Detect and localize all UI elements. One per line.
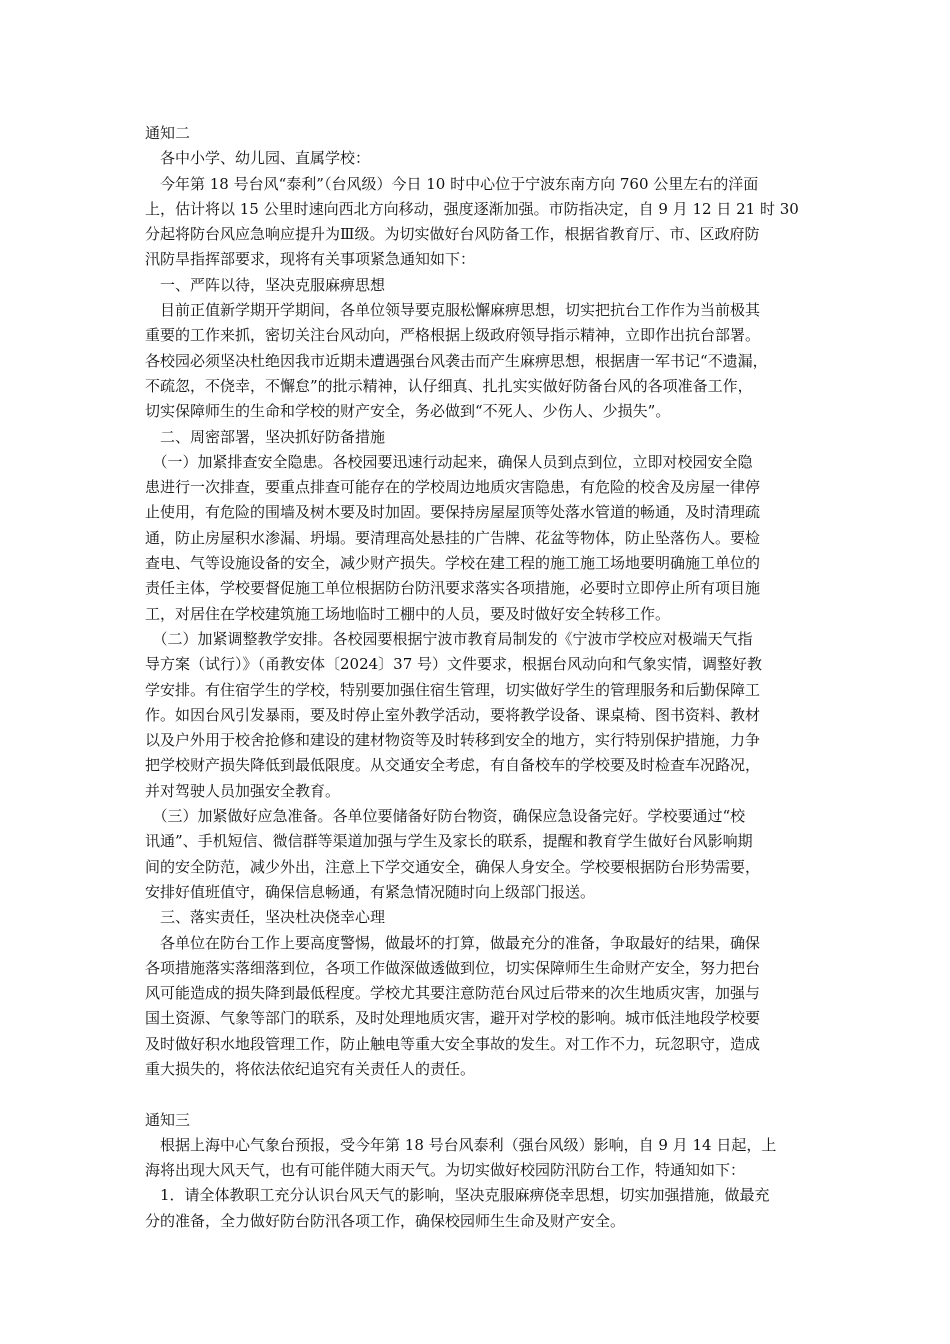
paragraph-line: 止使用，有危险的围墙及树木要及时加固。要保持房屋屋顶等处落水管道的畅通，及时清理疏 — [145, 503, 761, 522]
paragraph-line: 风可能造成的损失降到最低程度。学校尤其要注意防范台风过后带来的次生地质灾害，加强与 — [145, 984, 761, 1003]
paragraph-line: 今年第 18 号台风“泰利”（台风级）今日 10 时中心位于宁波东南方向 760 公里左右的洋面 — [145, 174, 759, 193]
paragraph-line: 患进行一次排查，要重点排查可能存在的学校周边地质灾害隐患，有危险的校舍及房屋一律停 — [145, 478, 761, 497]
paragraph-line: 目前正值新学期开学期间，各单位领导要克服松懈麻痹思想，切实把抗台工作作为当前极其 — [145, 301, 761, 320]
paragraph-line: 安排好值班值守，确保信息畅通，有紧急情况随时向上级部门报送。 — [145, 882, 596, 901]
paragraph-line: 各中小学、幼儿园、直属学校： — [145, 149, 371, 168]
paragraph-line: 责任主体，学校要督促施工单位根据防台防汛要求落实各项措施，必要时立即停止所有项目施 — [145, 579, 761, 598]
paragraph-line: 把学校财产损失降低到最低限度。从交通安全考虑，有自备校车的学校要及时检查车况路况， — [145, 756, 761, 775]
paragraph-line: 分的准备，全力做好防台防汛各项工作，确保校园师生生命及财产安全。 — [145, 1211, 626, 1230]
paragraph-line: （一）加紧排查安全隐患。各校园要迅速行动起来，确保人员到点到位，立即对校园安全隐 — [145, 452, 753, 471]
paragraph-line: （三）加紧做好应急准备。各单位要储备好防台物资，确保应急设备完好。学校要通过“校 — [145, 807, 746, 826]
notice-three-body — [145, 1133, 805, 1234]
paragraph-line: 及时做好积水地段管理工作，防止触电等重大安全事故的发生。对工作不力，玩忽职守，造成 — [145, 1034, 761, 1053]
paragraph-line: 以及户外用于校舍抢修和建设的建材物资等及时转移到安全的地方，实行特别保护措施，力争 — [145, 731, 761, 750]
paragraph-line: （二）加紧调整教学安排。各校园要根据宁波市教育局制发的《宁波市学校应对极端天气指 — [145, 629, 753, 648]
paragraph-line: 学安排。有住宿学生的学校，特别要加强住宿生管理，切实做好学生的管理服务和后勤保障工 — [145, 680, 761, 699]
paragraph-line: 作。如因台风引发暴雨，要及时停止室外教学活动，要将教学设备、课桌椅、图书资料、教材 — [145, 705, 761, 724]
paragraph-line: 并对驾驶人员加强安全教育。 — [145, 781, 341, 800]
paragraph-line: 上，估计将以 15 公里时速向西北方向移动，强度逐渐加强。市防指决定，自 9 月 12 日 21 时 30 — [145, 199, 799, 218]
document-page — [145, 121, 805, 1234]
paragraph-line: 讯通”、手机短信、微信群等渠道加强与学生及家长的联系，提醒和教育学生做好台风影响期 — [145, 832, 753, 851]
paragraph-line: 重大损失的，将依法依纪追究有关责任人的责任。 — [145, 1059, 476, 1078]
paragraph-line: 不疏忽，不侥幸，不懈怠”的批示精神，认仔细真、扎扎实实做好防备台风的各项准备工作， — [145, 376, 753, 395]
paragraph-line: 各单位在防台工作上要高度警惕，做最坏的打算，做最充分的准备，争取最好的结果，确保 — [145, 933, 761, 952]
paragraph-line: 三、落实责任，坚决杜决侥幸心理 — [145, 908, 386, 927]
paragraph-line: 查电、气等设施设备的安全，减少财产损失。学校在建工程的施工施工场地要明确施工单位的 — [145, 554, 761, 573]
paragraph-line: 各校园必须坚决杜绝因我市近期未遭遇强台风袭击而产生麻痹思想，根据唐一军书记“不遗漏， — [145, 351, 768, 370]
paragraph-line: 切实保障师生的生命和学校的财产安全，务必做到“不死人、少伤人、少损失”。 — [145, 402, 671, 421]
notice-two-body — [145, 146, 805, 1082]
notice-two-title: 通知二 — [145, 124, 191, 142]
paragraph-line: 一、严阵以待，坚决克服麻痹思想 — [145, 275, 386, 294]
paragraph-line: 导方案（试行）》（甬教安体〔2024〕37 号）文件要求，根据台风动向和气象实情，调整好教 — [145, 655, 763, 674]
paragraph-line: 国土资源、气象等部门的联系，及时处理地质灾害，避开对学校的影响。城市低洼地段学校要 — [145, 1009, 761, 1028]
paragraph-line: 各项措施落实落细落到位，各项工作做深做透做到位，切实保障师生生命财产安全，努力把台 — [145, 958, 761, 977]
paragraph-line: 根据上海中心气象台预报，受今年第 18 号台风泰利（强台风级）影响，自 9 月 14 日起，上 — [145, 1135, 777, 1154]
paragraph-line: 1．请全体教职工充分认识台风天气的影响，坚决克服麻痹侥幸思想，切实加强措施，做最充 — [145, 1186, 770, 1205]
paragraph-line: 间的安全防范，减少外出，注意上下学交通安全，确保人身安全。学校要根据防台形势需要， — [145, 857, 761, 876]
section-gap — [145, 1082, 805, 1107]
paragraph-line: 通，防止房屋积水渗漏、坍塌。要清理高处悬挂的广告牌、花盆等物体，防止坠落伤人。要检 — [145, 528, 761, 547]
paragraph-line: 海将出现大风天气，也有可能伴随大雨天气。为切实做好校园防汛防台工作，特通知如下： — [145, 1161, 746, 1180]
notice-two-section — [145, 121, 805, 1082]
notice-three-title: 通知三 — [145, 1110, 191, 1129]
paragraph-line: 工，对居住在学校建筑施工场地临时工棚中的人员，要及时做好安全转移工作。 — [145, 604, 671, 623]
paragraph-line: 重要的工作来抓，密切关注台风动向，严格根据上级政府领导指示精神，立即作出抗台部署。 — [145, 326, 761, 345]
paragraph-line: 汛防旱指挥部要求，现将有关事项紧急通知如下： — [145, 250, 476, 269]
paragraph-line: 分起将防台风应急响应提升为Ⅲ级。为切实做好台风防备工作，根据省教育厅、市、区政府防 — [145, 225, 760, 244]
paragraph-line: 二、周密部署，坚决抓好防备措施 — [145, 427, 386, 446]
notice-three-section — [145, 1108, 805, 1234]
